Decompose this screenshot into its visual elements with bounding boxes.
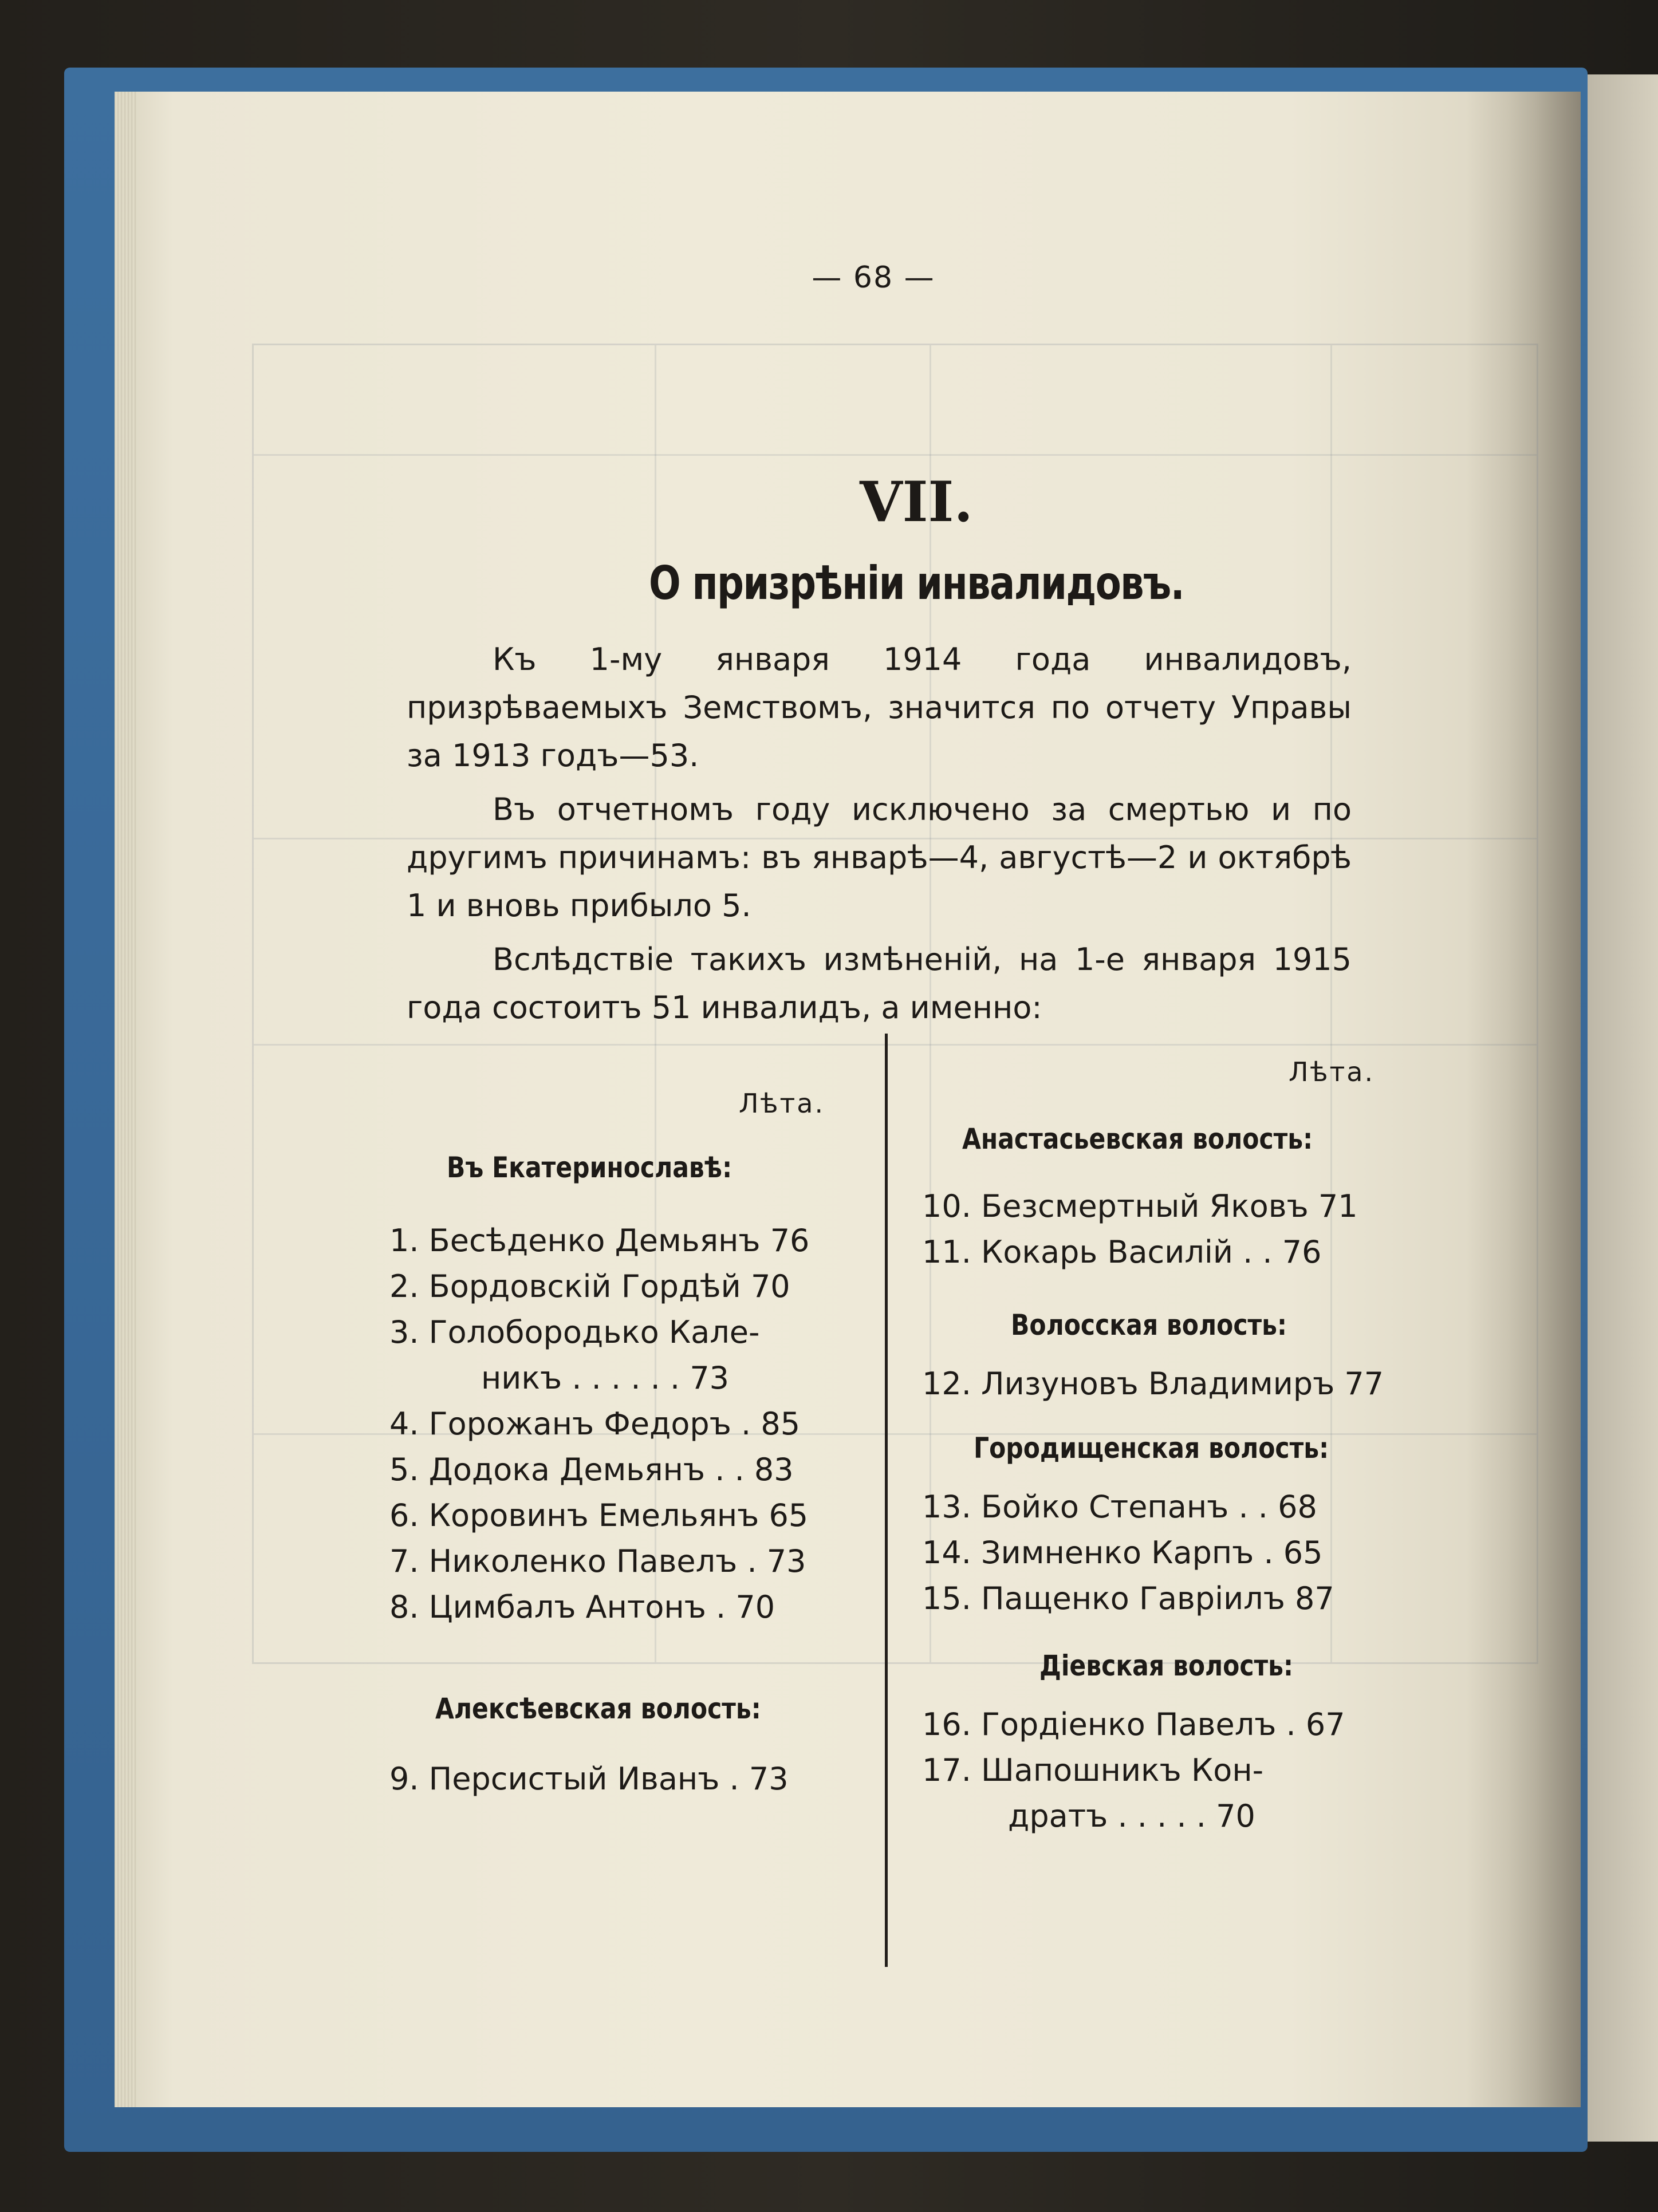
list-item: 6. Коровинъ Емельянъ 65 bbox=[389, 1497, 809, 1533]
page-number: — 68 — bbox=[812, 261, 935, 295]
section-heading: Діевская волость: bbox=[1039, 1649, 1294, 1682]
list-item: 14. Зимненко Карпъ . 65 bbox=[922, 1535, 1323, 1571]
section-number: VII. bbox=[860, 470, 973, 534]
list-item: 16. Гордіенко Павелъ . 67 bbox=[922, 1706, 1345, 1742]
section-title: О призрѣніи инвалидовъ. bbox=[649, 557, 1184, 610]
section-heading: Волосская волость: bbox=[1011, 1308, 1287, 1342]
list-item: 13. Бойко Степанъ . . 68 bbox=[922, 1489, 1317, 1525]
list-item: 1. Бесѣденко Демьянъ 76 bbox=[389, 1223, 810, 1259]
list-item: 15. Пащенко Гавріилъ 87 bbox=[922, 1580, 1334, 1616]
paragraph-3: Вслѣдствіе такихъ измѣненій, на 1-е января 1915 года состоитъ 51 инвалидъ, а именно: bbox=[407, 941, 1352, 1026]
section-heading: Городищенская волость: bbox=[974, 1432, 1329, 1465]
section-heading: Анастасьевская волость: bbox=[962, 1122, 1313, 1156]
list-item-continuation: дратъ . . . . . 70 bbox=[1008, 1798, 1255, 1834]
list-item: 9. Персистый Иванъ . 73 bbox=[389, 1761, 789, 1797]
list-item: 3. Голобородько Кале- bbox=[389, 1314, 760, 1350]
paragraph-1: Къ 1-му января 1914 года инвалидовъ, призрѣваемыхъ Земствомъ, значится по отчету Управы за 1913 годъ—53. bbox=[407, 641, 1352, 774]
list-item: 7. Николенко Павелъ . 73 bbox=[389, 1543, 806, 1579]
age-header-left: Лѣта. bbox=[739, 1088, 825, 1119]
column-divider bbox=[885, 1034, 888, 1967]
list-item: 11. Кокарь Василій . . 76 bbox=[922, 1234, 1322, 1270]
age-header-right: Лѣта. bbox=[1289, 1056, 1375, 1087]
list-item: 10. Безсмертный Яковъ 71 bbox=[922, 1188, 1358, 1224]
page-stack-edge bbox=[115, 92, 137, 2107]
list-item: 12. Лизуновъ Владимиръ 77 bbox=[922, 1366, 1384, 1402]
list-item: 17. Шапошникъ Кон- bbox=[922, 1752, 1264, 1788]
paragraph-2: Въ отчетномъ году исключено за смертью и по другимъ причинамъ: въ январѣ—4, августѣ—2 и октябрѣ 1 и вновь прибыло 5. bbox=[407, 791, 1352, 924]
list-item: 5. Додока Демьянъ . . 83 bbox=[389, 1452, 794, 1488]
section-heading: Алексѣевская волость: bbox=[435, 1692, 761, 1725]
list-item-continuation: никъ . . . . . . 73 bbox=[481, 1360, 730, 1396]
list-item: 8. Цимбалъ Антонъ . 70 bbox=[389, 1589, 775, 1625]
list-item: 2. Бордовскій Гордѣй 70 bbox=[389, 1268, 790, 1304]
list-item: 4. Горожанъ Федоръ . 85 bbox=[389, 1406, 801, 1442]
section-heading: Въ Екатеринославѣ: bbox=[447, 1151, 732, 1184]
